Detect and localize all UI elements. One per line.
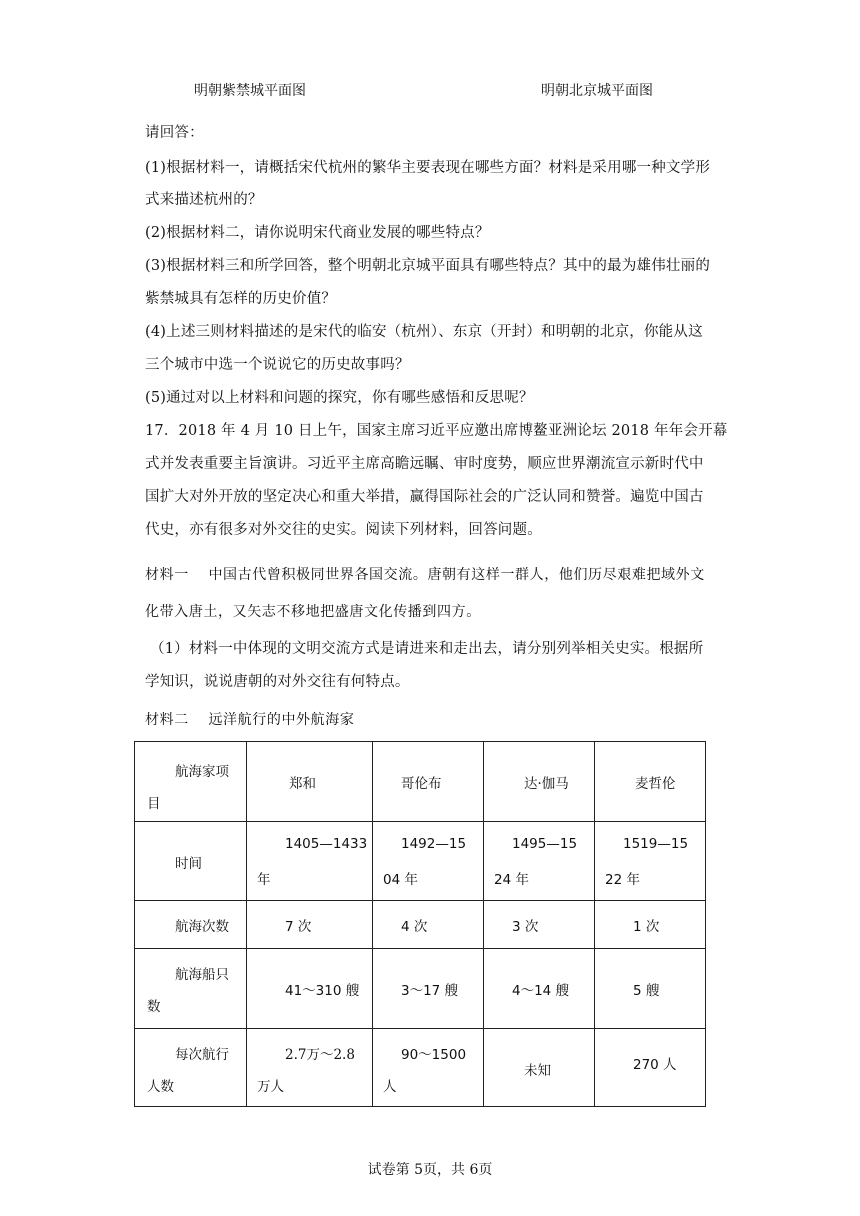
cell-text: 1495—15 (512, 836, 578, 852)
navigators-table (134, 741, 706, 1107)
q17-line-2: 式并发表重要主旨演讲。习近平主席高瞻远瞩、审时度势，顺应世界潮流宣示新时代中 (145, 456, 704, 472)
caption-beijing-city: 明朝北京城平面图 (541, 83, 653, 99)
material-1-line-2: 化带入唐土，又矢志不移地把盛唐文化传播到四方。 (145, 604, 481, 620)
cell-text: 90～1500 (401, 1047, 467, 1063)
row-label-ships-line-1: 航海船只 (175, 967, 229, 983)
table-header-cell (595, 742, 706, 822)
cell-text: 7 次 (285, 919, 312, 935)
navigator-name: 达·伽马 (524, 776, 569, 792)
table-row (135, 901, 706, 949)
table-header-cell (484, 742, 595, 822)
table-row-label (135, 1029, 247, 1107)
cell-text: 5 艘 (633, 983, 660, 999)
cell-text: 1519—15 (623, 836, 689, 852)
table-header-cell (247, 742, 373, 822)
caption-forbidden-city: 明朝紫禁城平面图 (194, 83, 306, 99)
table-cell (595, 1029, 706, 1107)
material-1-line-1: 材料一 中国古代曾积极同世界各国交流。唐朝有这样一群人，他们历尽艰难把域外文 (145, 567, 705, 583)
table-row (135, 1029, 706, 1107)
table-header-cell (135, 742, 247, 822)
cell-text: 04 年 (383, 872, 418, 888)
navigator-name: 麦哲伦 (635, 776, 676, 792)
cell-text: 22 年 (605, 872, 640, 888)
row-label-ships-line-2: 数 (147, 999, 161, 1015)
cell-text: 3～17 艘 (401, 983, 459, 999)
cell-text: 未知 (524, 1063, 551, 1079)
cell-text: 年 (257, 872, 271, 888)
cell-text: 2.7万～2.8 (285, 1047, 355, 1063)
table-cell (247, 901, 373, 949)
question-4-line-2: 三个城市中选一个说说它的历史故事吗？ (145, 357, 410, 373)
table-cell (484, 901, 595, 949)
question-1-line-2: 式来描述杭州的？ (145, 192, 263, 208)
q17-line-4: 代史，亦有很多对外交往的史实。阅读下列材料，回答问题。 (145, 522, 542, 538)
navigator-name: 郑和 (289, 776, 316, 792)
table-header-cell (373, 742, 484, 822)
page-footer: 试卷第 5页，共 6页 (367, 1162, 493, 1178)
question-3-line-1: (3)根据材料三和所学回答，整个明朝北京城平面具有哪些特点？其中的最为雄伟壮丽的 (145, 258, 711, 274)
cell-text: 41～310 艘 (285, 983, 360, 999)
table-row-label (135, 822, 247, 901)
cell-text: 4 次 (401, 919, 428, 935)
table-header-label-line-2: 目 (147, 796, 161, 812)
table-cell (595, 901, 706, 949)
questions-intro: 请回答： (145, 125, 204, 141)
row-label-people-line-2: 人数 (147, 1079, 174, 1095)
cell-text: 24 年 (494, 872, 529, 888)
navigator-name: 哥伦布 (401, 776, 442, 792)
table-cell (595, 822, 706, 901)
q17-line-3: 国扩大对外开放的坚定决心和重大举措，赢得国际社会的广泛认同和赞誉。遍览中国古 (145, 489, 704, 505)
table-row-label (135, 901, 247, 949)
q17-line-1: 17．2018 年 4 月 10 日上午，国家主席习近平应邀出席博鳌亚洲论坛 2018 年年会开幕 (145, 423, 728, 439)
table-row (135, 949, 706, 1029)
cell-text: 1 次 (633, 919, 660, 935)
table-cell (373, 949, 484, 1029)
material-2-title: 材料二 远洋航行的中外航海家 (145, 712, 355, 728)
table-cell (373, 822, 484, 901)
table-row (135, 742, 706, 822)
table-cell (484, 822, 595, 901)
table-cell (247, 822, 373, 901)
cell-text: 3 次 (512, 919, 539, 935)
table-cell (247, 949, 373, 1029)
row-label-time: 时间 (175, 856, 202, 872)
table-cell (595, 949, 706, 1029)
table-cell (484, 1029, 595, 1107)
question-4-line-1: (4)上述三则材料描述的是宋代的临安（杭州）、东京（开封）和明朝的北京，你能从这 (145, 324, 703, 340)
question-5: (5)通过对以上材料和问题的探究，你有哪些感悟和反思呢？ (145, 390, 534, 406)
table-row (135, 822, 706, 901)
table-row-label (135, 949, 247, 1029)
question-2: (2)根据材料二，请你说明宋代商业发展的哪些特点？ (145, 225, 490, 241)
row-label-people-line-1: 每次航行 (175, 1047, 229, 1063)
cell-text: 1492—15 (401, 836, 467, 852)
cell-text: 万人 (257, 1079, 284, 1095)
table-cell (484, 949, 595, 1029)
table-cell (373, 901, 484, 949)
cell-text: 1405—1433 (285, 836, 368, 852)
cell-text: 人 (383, 1079, 397, 1095)
table-cell (247, 1029, 373, 1107)
sub-question-1-line-2: 学知识，说说唐朝的对外交往有何特点。 (145, 674, 410, 690)
row-label-voyages: 航海次数 (175, 919, 229, 935)
question-3-line-2: 紫禁城具有怎样的历史价值？ (145, 291, 337, 307)
question-1-line-1: (1)根据材料一，请概括宋代杭州的繁华主要表现在哪些方面？材料是采用哪一种文学形 (145, 160, 711, 176)
sub-question-1-line-1: （1）材料一中体现的文明交流方式是请进来和走出去，请分别列举相关史实。根据所 (150, 641, 704, 657)
cell-text: 270 人 (633, 1057, 677, 1073)
table-cell (373, 1029, 484, 1107)
cell-text: 4～14 艘 (512, 983, 570, 999)
table-header-label-line-1: 航海家项 (175, 764, 229, 780)
